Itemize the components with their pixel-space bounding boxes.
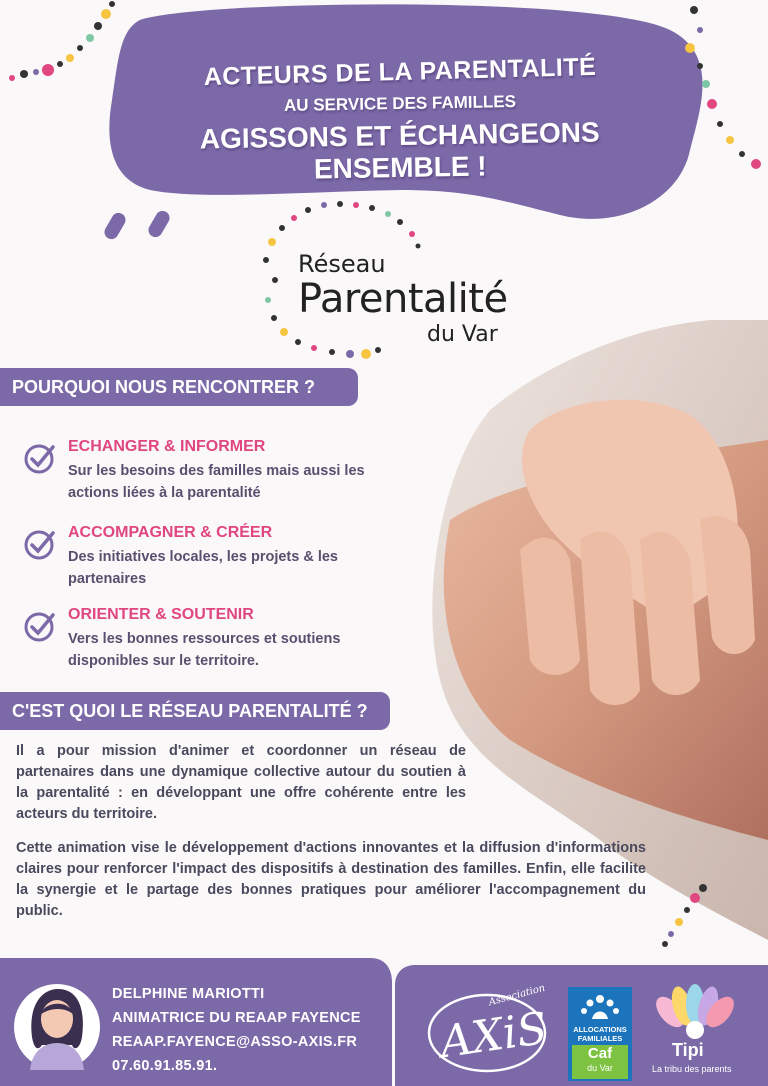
tipi-tagline: La tribu des parents bbox=[652, 1064, 732, 1074]
caf-du-var: du Var bbox=[587, 1063, 613, 1073]
caf-line1: ALLOCATIONS bbox=[573, 1025, 627, 1034]
item-description: Vers les bonnes ressources et soutiens disponibles sur le territoire. bbox=[68, 631, 341, 669]
section-title-reseau: C'EST QUOI LE RÉSEAU PARENTALITÉ ? bbox=[0, 692, 390, 730]
tipi-name: Tipi bbox=[672, 1040, 704, 1060]
item-title: ECHANGER & INFORMER bbox=[68, 438, 266, 455]
check-circle-icon bbox=[24, 528, 56, 560]
confetti-photo-decoration bbox=[655, 880, 715, 950]
contact-phone[interactable]: 07.60.91.85.91. bbox=[112, 1058, 218, 1074]
header-line1: ACTEURS DE LA PARENTALITÉ bbox=[203, 52, 597, 92]
contact-email[interactable]: REAAP.FAYENCE@ASSO-AXIS.FR bbox=[112, 1034, 358, 1050]
check-circle-icon bbox=[24, 610, 56, 642]
caf-people-icon bbox=[578, 991, 622, 1021]
paragraph-animation: Cette animation vise le développement d'actions innovantes et la diffusion d'informations claires pour renforcer l'impact des dispositifs à destination des familles. Enfin, elle facilite la synergie et le partage des bonnes pratiques pour améliorer l'accompagnement du public. bbox=[16, 840, 646, 919]
item-description: Sur les besoins des familles mais aussi les actions liées à la parentalité bbox=[68, 463, 365, 501]
header-line2: AU SERVICE DES FAMILLES bbox=[283, 91, 517, 116]
avatar bbox=[14, 975, 100, 1075]
section-title-pourquoi: POURQUOI NOUS RENCONTRER ? bbox=[0, 368, 358, 406]
paragraph-mission: Il a pour mission d'animer et coordonner un réseau de partenaires dans une dynamique collective autour du soutien à la parentalité : en développant une offre cohérente entre les acteurs du territoire. bbox=[16, 743, 466, 822]
logo-text-parentalite: Parentalité bbox=[298, 276, 508, 322]
caf-logo bbox=[568, 987, 632, 1081]
caf-line2: FAMILIALES bbox=[577, 1034, 623, 1043]
contact-name: DELPHINE MARIOTTI bbox=[112, 986, 265, 1002]
item-title: ORIENTER & SOUTENIR bbox=[68, 606, 254, 623]
check-circle-icon bbox=[24, 442, 56, 474]
confetti-left-decoration bbox=[9, 1, 115, 81]
header-line3: AGISSONS ET ÉCHANGEONS ENSEMBLE ! bbox=[199, 116, 600, 185]
logo-text-reseau: Réseau bbox=[298, 250, 386, 278]
item-description: Des initiatives locales, les projets & les partenaires bbox=[68, 549, 338, 587]
caf-text: Caf bbox=[587, 1045, 613, 1062]
axis-logo-small-text: Association bbox=[487, 982, 547, 1009]
axis-logo-text: AXiS bbox=[436, 1002, 551, 1069]
contact-role: ANIMATRICE DU REAAP FAYENCE bbox=[112, 1010, 361, 1026]
tipi-logo bbox=[650, 982, 740, 1042]
item-title: ACCOMPAGNER & CRÉER bbox=[68, 524, 273, 541]
logo-text-du-var: du Var bbox=[427, 322, 498, 347]
